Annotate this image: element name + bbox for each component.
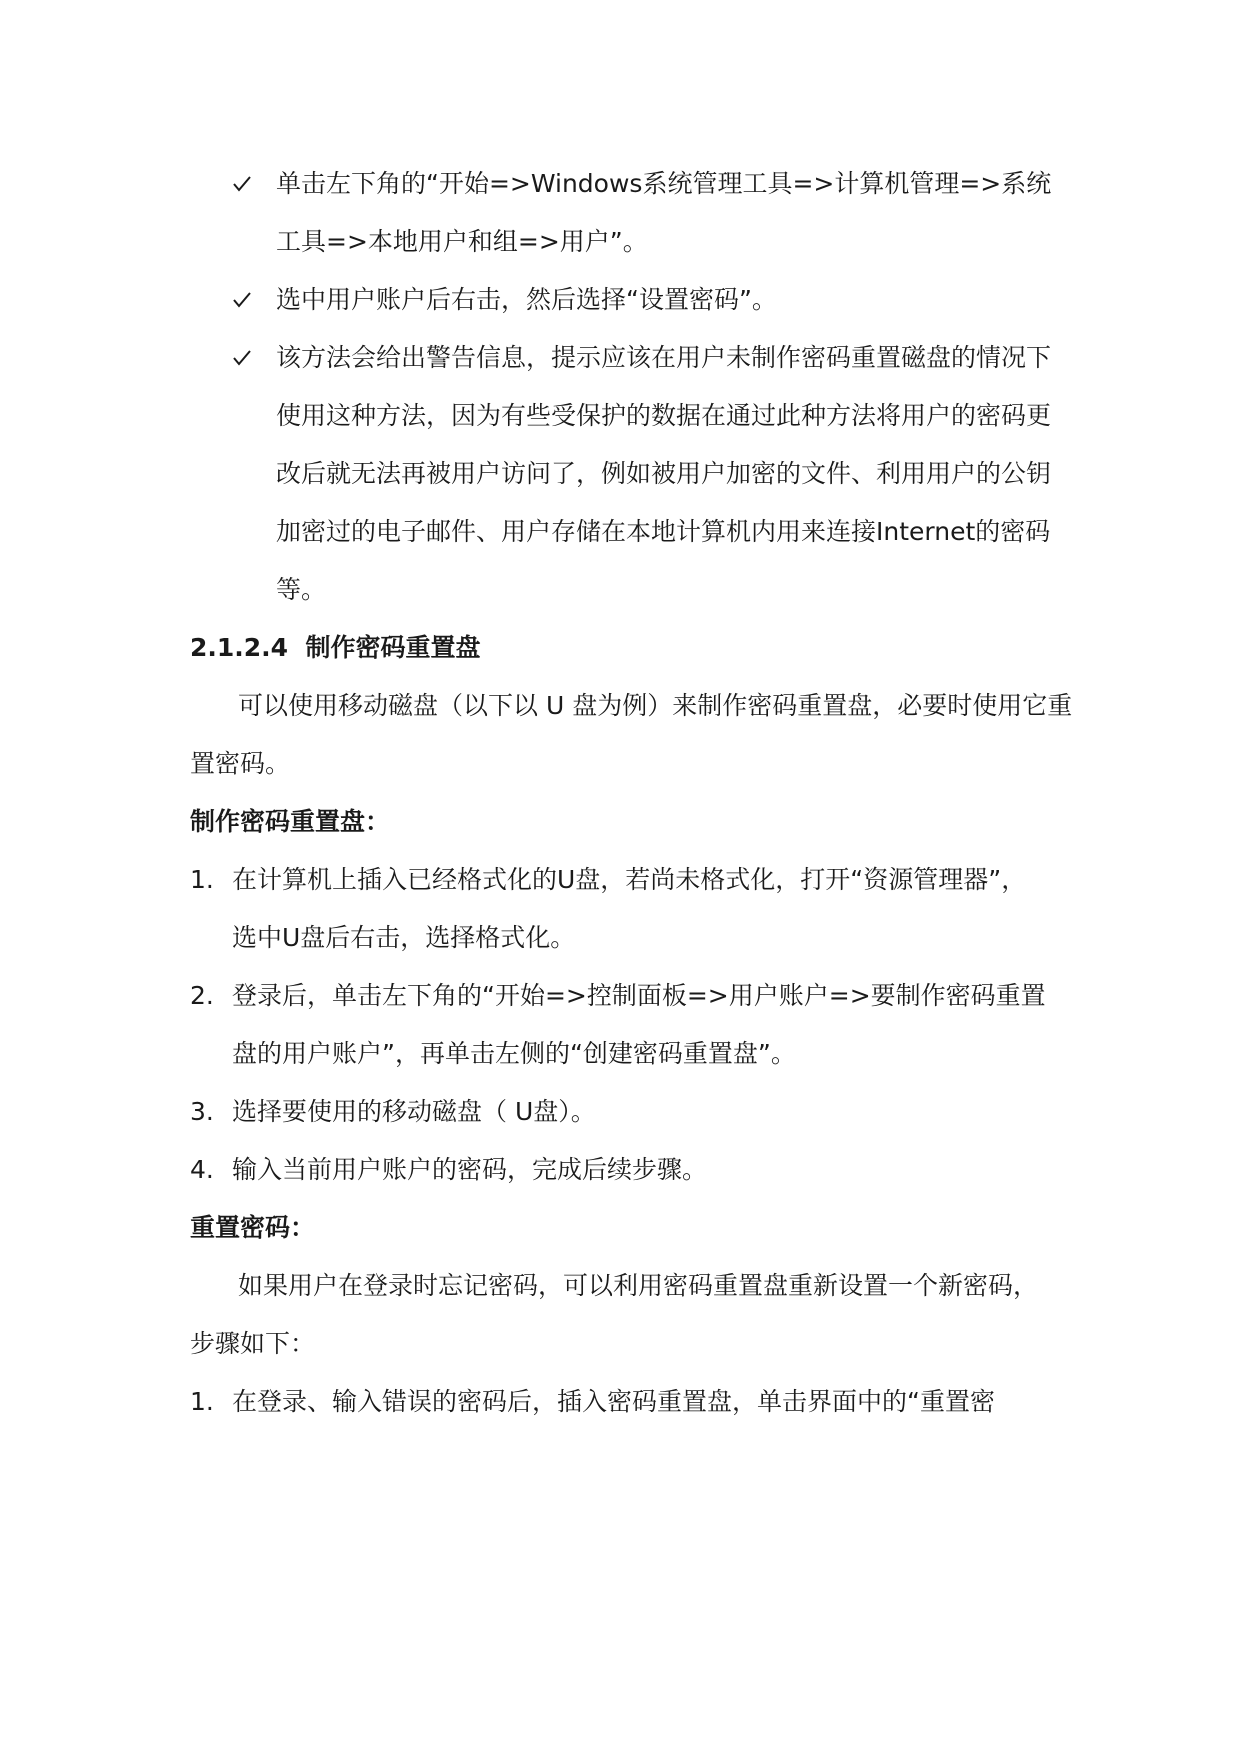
step-number: 2. [190, 981, 214, 1010]
reset-intro-line-1: 如果用户在登录时忘记密码，可以利用密码重置盘重新设置一个新密码， [238, 1271, 1039, 1300]
make-heading: 制作密码重置盘： [190, 807, 391, 836]
make-step-1-line-1: 在计算机上插入已经格式化的U盘，若尚未格式化，打开“资源管理器”， [232, 865, 1027, 894]
intro-line-2: 置密码。 [190, 749, 291, 778]
bullet-3-line-2: 使用这种方法，因为有些受保护的数据在通过此种方法将用户的密码更 [276, 401, 1052, 430]
bullet-3-line-1: 该方法会给出警告信息，提示应该在用户未制作密码重置磁盘的情况下 [276, 343, 1052, 372]
bullet-3-line-3: 改后就无法再被用户访问了，例如被用户加密的文件、利用用户的公钥 [276, 459, 1052, 488]
step-number: 1. [190, 1387, 214, 1416]
checkmark-icon [232, 162, 262, 206]
reset-step-1-line-1: 在登录、输入错误的密码后，插入密码重置盘，单击界面中的“重置密 [232, 1387, 995, 1416]
checkmark-icon [232, 278, 262, 322]
make-step-2-line-2: 盘的用户账户”，再单击左侧的“创建密码重置盘”。 [232, 1039, 796, 1068]
section-heading [190, 626, 481, 670]
make-step-1-line-2: 选中U盘后右击，选择格式化。 [232, 923, 576, 952]
bullet-2-line-1: 选中用户账户后右击，然后选择“设置密码”。 [276, 285, 777, 314]
reset-heading: 重置密码： [190, 1213, 316, 1242]
step-number: 3. [190, 1097, 214, 1126]
bullet-1-line-2: 工具=>本地用户和组=>用户”。 [276, 227, 648, 256]
make-step-2-line-1: 登录后，单击左下角的“开始=>控制面板=>用户账户=>要制作密码重置 [232, 981, 1046, 1010]
checkmark-icon [232, 336, 262, 380]
section-number: 2.1.2.4 [190, 633, 289, 662]
bullet-3-line-5: 等。 [276, 575, 327, 604]
section-title: 制作密码重置盘 [305, 633, 481, 662]
bullet-3-line-4: 加密过的电子邮件、用户存储在本地计算机内用来连接Internet的密码 [276, 517, 1051, 546]
make-step-3-line-1: 选择要使用的移动磁盘（ U盘）。 [232, 1097, 596, 1126]
step-number: 1. [190, 865, 214, 894]
step-number: 4. [190, 1155, 214, 1184]
bullet-1-line-1: 单击左下角的“开始=>Windows系统管理工具=>计算机管理=>系统 [276, 169, 1052, 198]
reset-intro-line-2: 步骤如下： [190, 1329, 316, 1358]
intro-line-1: 可以使用移动磁盘（以下以 U 盘为例）来制作密码重置盘，必要时使用它重 [238, 691, 1073, 720]
make-step-4-line-1: 输入当前用户账户的密码，完成后续步骤。 [232, 1155, 708, 1184]
